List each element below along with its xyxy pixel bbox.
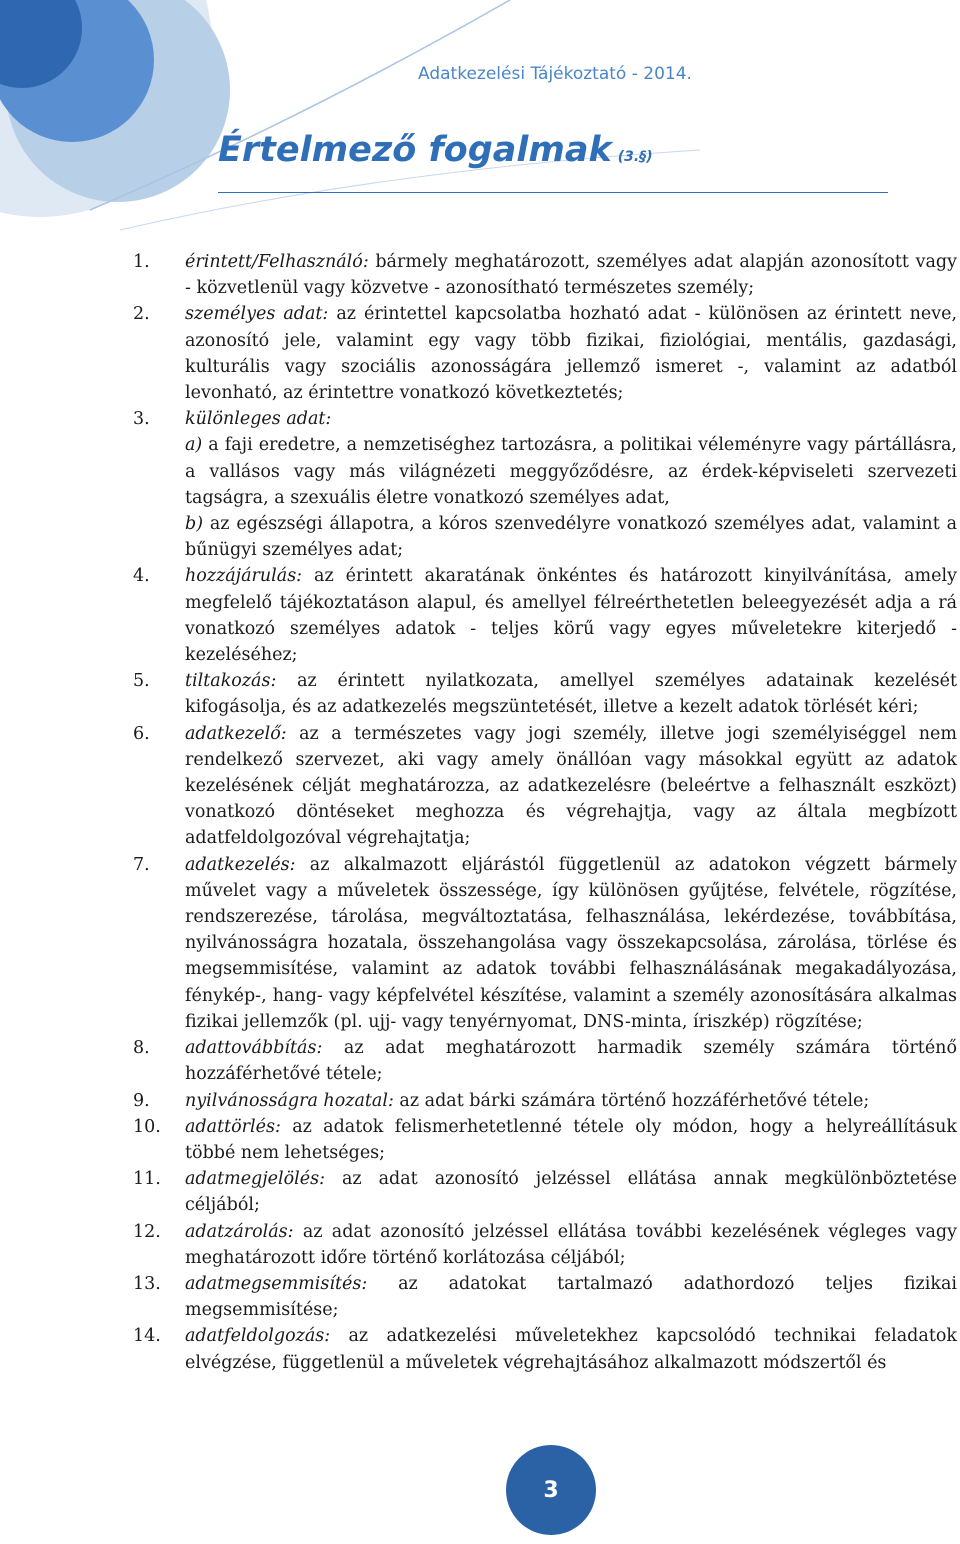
definition-body: [185, 1166, 957, 1218]
definition-number: 4.: [133, 566, 150, 587]
definition-item: [133, 1114, 957, 1166]
definition-term: különleges adat:: [185, 409, 332, 430]
definition-line: [185, 1271, 957, 1323]
definition-term: adattörlés:: [185, 1116, 281, 1137]
definition-item: [133, 852, 957, 1035]
definition-item: [133, 249, 957, 301]
page-number-badge: [506, 1445, 596, 1535]
definition-body: [185, 301, 957, 406]
definition-term: adatfeldolgozás:: [185, 1326, 331, 1347]
definition-term: hozzájárulás:: [185, 566, 303, 587]
definition-term: adatkezelő:: [185, 723, 287, 744]
definition-item: [133, 1323, 957, 1375]
definition-term: adatzárolás:: [185, 1221, 294, 1242]
definition-body: [185, 1219, 957, 1271]
heading-section: (3.§): [617, 149, 653, 165]
definition-number: 2.: [133, 304, 150, 325]
definition-term: adatmegsemmisítés:: [185, 1273, 368, 1294]
heading-underline: [218, 192, 888, 193]
definition-body: [185, 1088, 957, 1114]
definition-line: [185, 668, 957, 720]
definition-number: 8.: [133, 1038, 150, 1059]
subitem-text: az egészségi állapotra, a kóros szenvedélyre vonatkozó személyes adat, valamint a bűnügyi személyes adat;: [185, 514, 957, 561]
definition-item: [133, 301, 957, 406]
subitem-text: a faji eredetre, a nemzetiséghez tartozásra, a politikai véleményre vagy pártállásra, a vallásos vagy más világnézeti meggyőződésre, az érdek-képviseleti szervezeti tagságra, a szexuális életre vonatkozó személyes adat,: [185, 435, 957, 508]
definition-line: [185, 1035, 957, 1087]
subitem-label: a): [185, 435, 203, 456]
definition-body: [185, 852, 957, 1035]
definition-line: [185, 301, 957, 406]
definition-number: 6.: [133, 723, 150, 744]
definition-body: [185, 563, 957, 668]
definition-number: 1.: [133, 252, 150, 272]
definition-subitem: [185, 511, 957, 563]
definitions-list: [133, 249, 957, 1376]
definition-text: az adat azonosító jelzéssel ellátása annak megkülönböztetése céljából;: [185, 1169, 957, 1216]
definition-body: [185, 406, 957, 563]
definition-text: az adat azonosító jelzéssel ellátása további kezelésének végleges vagy meghatározott időre történő korlátozása céljából;: [185, 1221, 957, 1268]
definition-body: [185, 668, 957, 720]
definition-term: érintett/Felhasználó:: [185, 252, 369, 272]
definition-line: [185, 406, 957, 432]
definition-number: 14.: [133, 1326, 161, 1347]
definition-item: [133, 1166, 957, 1218]
definition-line: [185, 1166, 957, 1218]
definition-number: 10.: [133, 1116, 161, 1137]
page-number: 3: [543, 1477, 559, 1503]
definition-text: az adatokat tartalmazó adathordozó teljes fizikai megsemmisítése;: [185, 1273, 957, 1321]
definition-subitem: [185, 432, 957, 511]
definition-line: [185, 563, 957, 668]
definition-text: az adatkezelési műveletekhez kapcsolódó technikai feladatok elvégzése, függetlenül a műveletek végrehajtásához alkalmazott módszertől és: [185, 1326, 957, 1373]
definition-line: [185, 1323, 957, 1375]
definition-term: tiltakozás:: [185, 671, 277, 692]
heading-title: Értelmező fogalmak: [218, 130, 612, 170]
definition-number: 9.: [133, 1090, 150, 1111]
definition-body: [185, 1035, 957, 1087]
definition-term: nyilvánosságra hozatal:: [185, 1090, 394, 1111]
definition-body: [185, 721, 957, 852]
definition-line: [185, 1114, 957, 1166]
definition-item: [133, 1271, 957, 1323]
definition-line: [185, 1219, 957, 1271]
definition-number: 3.: [133, 409, 150, 430]
definition-number: 5.: [133, 671, 150, 692]
definition-number: 11.: [133, 1169, 161, 1190]
definition-item: [133, 406, 957, 563]
definition-text: az adatok felismerhetetlenné tétele oly módon, hogy a helyreállításuk többé nem lehetséges;: [185, 1116, 957, 1163]
definition-text: az alkalmazott eljárástól függetlenül az adatokon végzett bármely művelet vagy a műveletek összessége, így különösen gyűjtése, felvétele, rögzítése, rendszerezése, tárolása, megváltoztatása, felhasználása, lekérdezése, továbbítása, nyilvánosságra hozatala, összehangolása vagy összekapcsolása, zárolása, törlése és megsemmisítése, valamint az adatok további felhasználásának megakadályozása, fénykép-, hang- vagy képfelvétel készítése, valamint a személy azonosítására alkalmas fizikai jellemzők (pl. ujj- vagy tenyérnyomat, DNS-minta, íriszkép) rögzítése;: [185, 854, 957, 1032]
definition-text: az érintett nyilatkozata, amellyel személyes adatainak kezelését kifogásolja, és az adatkezelés megszüntetését, illetve a kezelt adatok törlését kéri;: [185, 671, 957, 718]
definition-line: [185, 852, 957, 1035]
definition-text: az a természetes vagy jogi személy, illetve jogi személyiséggel nem rendelkező szervezet, aki vagy amely önállóan vagy másokkal együtt az adatok kezelésének célját meghatározza, az adatkezelésre (beleértve a felhasznált eszközt) vonatkozó döntéseket meghozza és végrehajtja, vagy az általa megbízott adatfeldolgozóval végrehajtatja;: [185, 723, 957, 849]
definition-body: [185, 1271, 957, 1323]
definition-term: személyes adat:: [185, 304, 329, 325]
definition-number: 13.: [133, 1273, 161, 1294]
definition-term: adatmegjelölés:: [185, 1169, 325, 1190]
definition-item: [133, 721, 957, 852]
definition-term: adatkezelés:: [185, 854, 296, 875]
definition-item: [133, 1088, 957, 1114]
definition-number: 7.: [133, 854, 150, 875]
definition-text: bármely meghatározott, személyes adat alapján azonosított vagy - közvetlenül vagy közvetve - azonosítható természetes személy;: [185, 252, 957, 299]
definition-text: az adat meghatározott harmadik személy számára történő hozzáférhetővé tétele;: [185, 1038, 957, 1085]
definition-body: [185, 1114, 957, 1166]
definition-body: [185, 1323, 957, 1375]
definition-item: [133, 668, 957, 720]
page-heading: [218, 130, 653, 170]
definition-line: [185, 721, 957, 852]
definition-item: [133, 1219, 957, 1271]
definition-line: [185, 249, 957, 301]
definition-line: [185, 1088, 957, 1114]
definition-text: az érintettel kapcsolatba hozható adat - különösen az érintett neve, azonosító jele, valamint egy vagy több fizikai, fiziológiai, mentális, gazdasági, kulturális vagy szociális azonosságára jellemző ismeret -, valamint az adatból levonható, az érintettre vonatkozó következtetés;: [185, 304, 958, 404]
definition-text: az adat bárki számára történő hozzáférhetővé tétele;: [393, 1090, 870, 1111]
definition-number: 12.: [133, 1221, 161, 1242]
subitem-label: b): [185, 514, 204, 535]
definition-item: [133, 563, 957, 668]
definition-term: adattovábbítás:: [185, 1038, 323, 1059]
document-header-title: Adatkezelési Tájékoztató - 2014.: [418, 64, 692, 84]
definition-body: [185, 249, 957, 301]
definition-text: az érintett akaratának önkéntes és határozott kinyilvánítása, amely megfelelő tájékoztatáson alapul, és amellyel félreérthetetlen beleegyezését adja a rá vonatkozó személyes adatok - teljes körű vagy egyes műveletekre kiterjedő - kezeléséhez;: [185, 566, 957, 666]
definition-item: [133, 1035, 957, 1087]
